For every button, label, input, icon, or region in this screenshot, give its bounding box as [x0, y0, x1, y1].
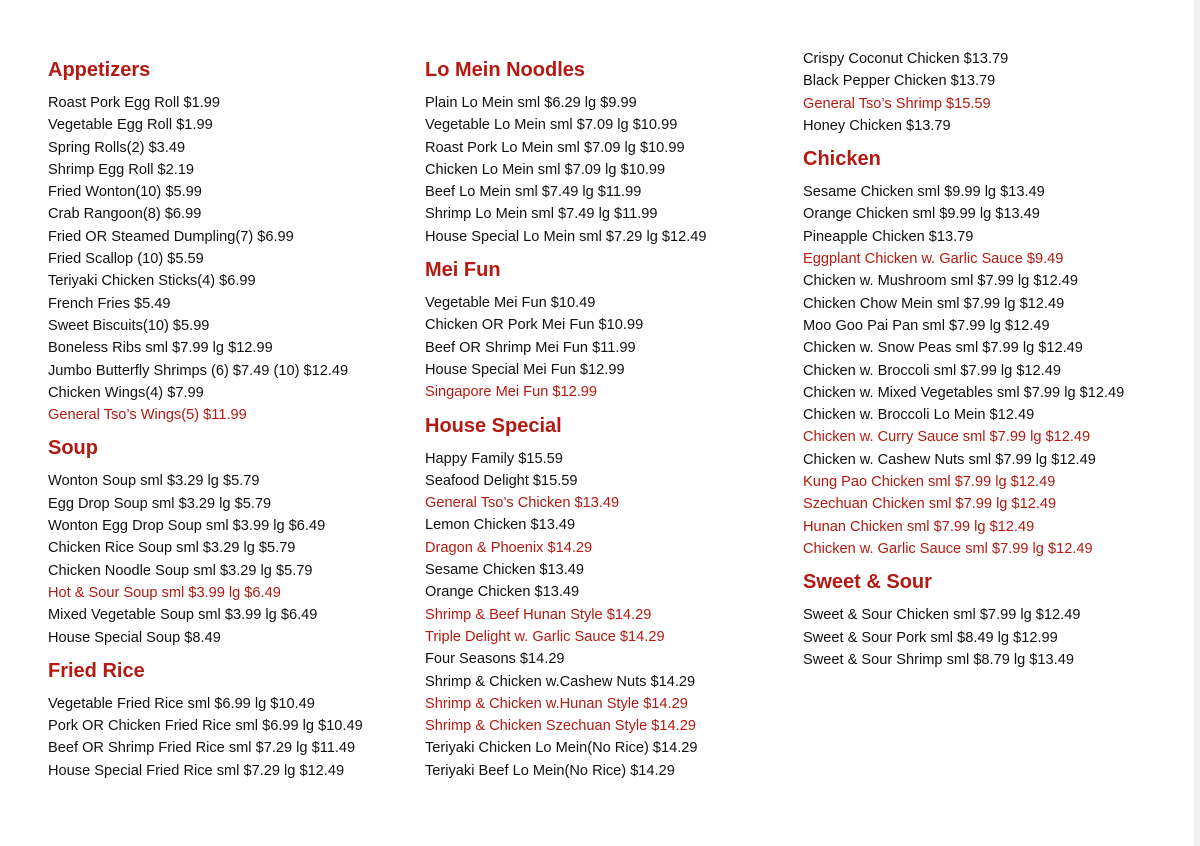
menu-item-spicy: Chicken w. Garlic Sauce sml $7.99 lg $12.49: [803, 540, 1093, 557]
menu-item-spicy: Hot & Sour Soup sml $3.99 lg $6.49: [48, 584, 281, 601]
menu-item: Teriyaki Chicken Lo Mein(No Rice) $14.29: [425, 740, 698, 757]
menu-item: House Special Soup $8.49: [48, 629, 221, 646]
menu-item: Sweet Biscuits(10) $5.99: [48, 317, 210, 334]
menu-item: Chicken Rice Soup sml $3.29 lg $5.79: [48, 540, 296, 557]
menu-item: Teriyaki Chicken Sticks(4) $6.99: [48, 273, 256, 290]
menu-item: Beef OR Shrimp Fried Rice sml $7.29 lg $11.49: [48, 740, 356, 757]
menu-item: Crispy Coconut Chicken $13.79: [803, 51, 1009, 67]
menu-item: Roast Pork Lo Mein sml $7.09 lg $10.99: [425, 139, 685, 156]
menu-item: Chicken w. Cashew Nuts sml $7.99 lg $12.49: [803, 451, 1096, 468]
menu-section-appetizers: [48, 58, 363, 426]
section-title: House Special: [425, 414, 562, 437]
menu-item: Orange Chicken sml $9.99 lg $13.49: [803, 206, 1040, 223]
section-title: Chicken: [803, 148, 881, 171]
menu-item-list: [425, 448, 707, 782]
menu-item: Moo Goo Pai Pan sml $7.99 lg $12.49: [803, 317, 1050, 334]
menu-item-spicy: Hunan Chicken sml $7.99 lg $12.49: [803, 518, 1035, 535]
menu-item: Chicken w. Broccoli sml $7.99 lg $12.49: [803, 362, 1061, 379]
menu-item: Sweet & Sour Shrimp sml $8.79 lg $13.49: [803, 651, 1074, 668]
menu-item-spicy: General Tso’s Wings(5) $11.99: [48, 407, 247, 424]
menu-item: Pork OR Chicken Fried Rice sml $6.99 lg $10.49: [48, 718, 363, 735]
menu-item: Mixed Vegetable Soup sml $3.99 lg $6.49: [48, 607, 318, 624]
menu-item: Crab Rangoon(8) $6.99: [48, 206, 202, 223]
menu-item: Chicken w. Snow Peas sml $7.99 lg $12.49: [803, 340, 1083, 357]
section-title: Soup: [48, 437, 98, 460]
menu-item: Shrimp Lo Mein sml $7.49 lg $11.99: [425, 206, 658, 223]
menu-item-list: [425, 292, 707, 403]
menu-item-spicy: Triple Delight w. Garlic Sauce $14.29: [425, 628, 665, 645]
section-title: Lo Mein Noodles: [425, 59, 585, 81]
menu-item: Shrimp Egg Roll $2.19: [48, 161, 195, 178]
menu-item: Seafood Delight $15.59: [425, 472, 578, 489]
section-title: Mei Fun: [425, 259, 501, 282]
menu-item: Orange Chicken $13.49: [425, 584, 580, 601]
menu-section-lo-mein-noodles: [425, 58, 707, 248]
menu-item: Happy Family $15.59: [425, 450, 563, 467]
menu-item: Honey Chicken $13.79: [803, 117, 951, 134]
menu-item: House Special Mei Fun $12.99: [425, 361, 625, 378]
section-title: Fried Rice: [48, 659, 145, 682]
page-edge-shadow: [1194, 0, 1200, 846]
menu-item: Fried Scallop (10) $5.59: [48, 251, 204, 268]
menu-item: Chicken Chow Mein sml $7.99 lg $12.49: [803, 295, 1065, 312]
menu-item: Wonton Egg Drop Soup sml $3.99 lg $6.49: [48, 518, 326, 535]
menu-section-soup: [48, 436, 363, 648]
menu-item: Vegetable Lo Mein sml $7.09 lg $10.99: [425, 117, 678, 134]
menu-item-spicy: Dragon & Phoenix $14.29: [425, 539, 593, 556]
menu-item-spicy: Chicken w. Curry Sauce sml $7.99 lg $12.49: [803, 429, 1091, 446]
menu-item: Vegetable Egg Roll $1.99: [48, 117, 213, 134]
menu-item: French Fries $5.49: [48, 295, 171, 312]
menu-item: Egg Drop Soup sml $3.29 lg $5.79: [48, 495, 272, 512]
menu-item-spicy: Shrimp & Chicken w.Hunan Style $14.29: [425, 695, 688, 712]
menu-item: Chicken w. Mixed Vegetables sml $7.99 lg $12.49: [803, 384, 1125, 401]
menu-section-chicken: [803, 147, 1124, 560]
menu-item-list: [803, 604, 1124, 671]
menu-item-spicy: Kung Pao Chicken sml $7.99 lg $12.49: [803, 474, 1056, 491]
menu-item-list: [48, 92, 363, 426]
menu-item: Wonton Soup sml $3.29 lg $5.79: [48, 473, 260, 490]
section-title: Sweet & Sour: [803, 571, 932, 594]
menu-item: Beef OR Shrimp Mei Fun $11.99: [425, 339, 636, 356]
menu-item-list: [48, 470, 363, 648]
menu-item: Shrimp & Chicken w.Cashew Nuts $14.29: [425, 673, 696, 690]
menu-item: Chicken Lo Mein sml $7.09 lg $10.99: [425, 161, 666, 178]
menu-item-spicy: Shrimp & Beef Hunan Style $14.29: [425, 606, 652, 623]
menu-section-sweet-and-sour: [803, 570, 1124, 671]
menu-section-fried-rice: [48, 659, 363, 782]
menu-item-spicy: Singapore Mei Fun $12.99: [425, 384, 597, 401]
menu-item: Fried Wonton(10) $5.99: [48, 184, 202, 201]
section-title: Appetizers: [48, 59, 151, 81]
menu-item: House Special Fried Rice sml $7.29 lg $12.49: [48, 762, 345, 779]
menu-item: Teriyaki Beef Lo Mein(No Rice) $14.29: [425, 762, 675, 779]
menu-item: Chicken Noodle Soup sml $3.29 lg $5.79: [48, 562, 313, 579]
menu-item: Beef Lo Mein sml $7.49 lg $11.99: [425, 184, 642, 201]
menu-item-spicy: General Tso’s Chicken $13.49: [425, 495, 620, 512]
menu-item: Black Pepper Chicken $13.79: [803, 73, 996, 90]
menu-section-house-special: [425, 414, 707, 782]
menu-item-list: [803, 48, 1124, 137]
menu-item-list: [425, 92, 707, 248]
menu-item: Chicken Wings(4) $7.99: [48, 384, 204, 401]
menu-item: Lemon Chicken $13.49: [425, 517, 576, 534]
menu-item: Pineapple Chicken $13.79: [803, 228, 974, 245]
menu-item-list: [803, 181, 1124, 560]
menu-item: Spring Rolls(2) $3.49: [48, 139, 186, 156]
menu-column-1: [48, 0, 363, 792]
menu-item: Chicken OR Pork Mei Fun $10.99: [425, 317, 644, 334]
menu-item: House Special Lo Mein sml $7.29 lg $12.49: [425, 228, 707, 245]
menu-section-continued: [803, 48, 1124, 137]
menu-item: Chicken w. Mushroom sml $7.99 lg $12.49: [803, 273, 1078, 290]
menu-item: Vegetable Mei Fun $10.49: [425, 295, 596, 312]
menu-item: Fried OR Steamed Dumpling(7) $6.99: [48, 228, 294, 245]
menu-item: Plain Lo Mein sml $6.29 lg $9.99: [425, 95, 637, 111]
menu-item-spicy: Shrimp & Chicken Szechuan Style $14.29: [425, 718, 696, 735]
menu-item: Jumbo Butterfly Shrimps (6) $7.49 (10) $12.49: [48, 362, 349, 379]
menu-item: Chicken w. Broccoli Lo Mein $12.49: [803, 407, 1035, 424]
menu-item-spicy: General Tso’s Shrimp $15.59: [803, 95, 991, 112]
menu-item: Four Seasons $14.29: [425, 651, 565, 668]
menu-item: Sweet & Sour Chicken sml $7.99 lg $12.49: [803, 607, 1081, 624]
menu-item: Sesame Chicken $13.49: [425, 562, 585, 579]
menu-item: Boneless Ribs sml $7.99 lg $12.99: [48, 340, 273, 357]
menu-item-list: [48, 693, 363, 782]
menu-item-spicy: Szechuan Chicken sml $7.99 lg $12.49: [803, 496, 1057, 513]
menu-item: Vegetable Fried Rice sml $6.99 lg $10.49: [48, 695, 315, 712]
menu-column-2: [425, 0, 707, 792]
menu-item: Sweet & Sour Pork sml $8.49 lg $12.99: [803, 629, 1058, 646]
menu-column-3: [803, 0, 1124, 681]
menu-item: Sesame Chicken sml $9.99 lg $13.49: [803, 184, 1045, 201]
menu-item-spicy: Eggplant Chicken w. Garlic Sauce $9.49: [803, 251, 1064, 268]
menu-item: Roast Pork Egg Roll $1.99: [48, 95, 220, 111]
menu-section-mei-fun: [425, 258, 707, 403]
